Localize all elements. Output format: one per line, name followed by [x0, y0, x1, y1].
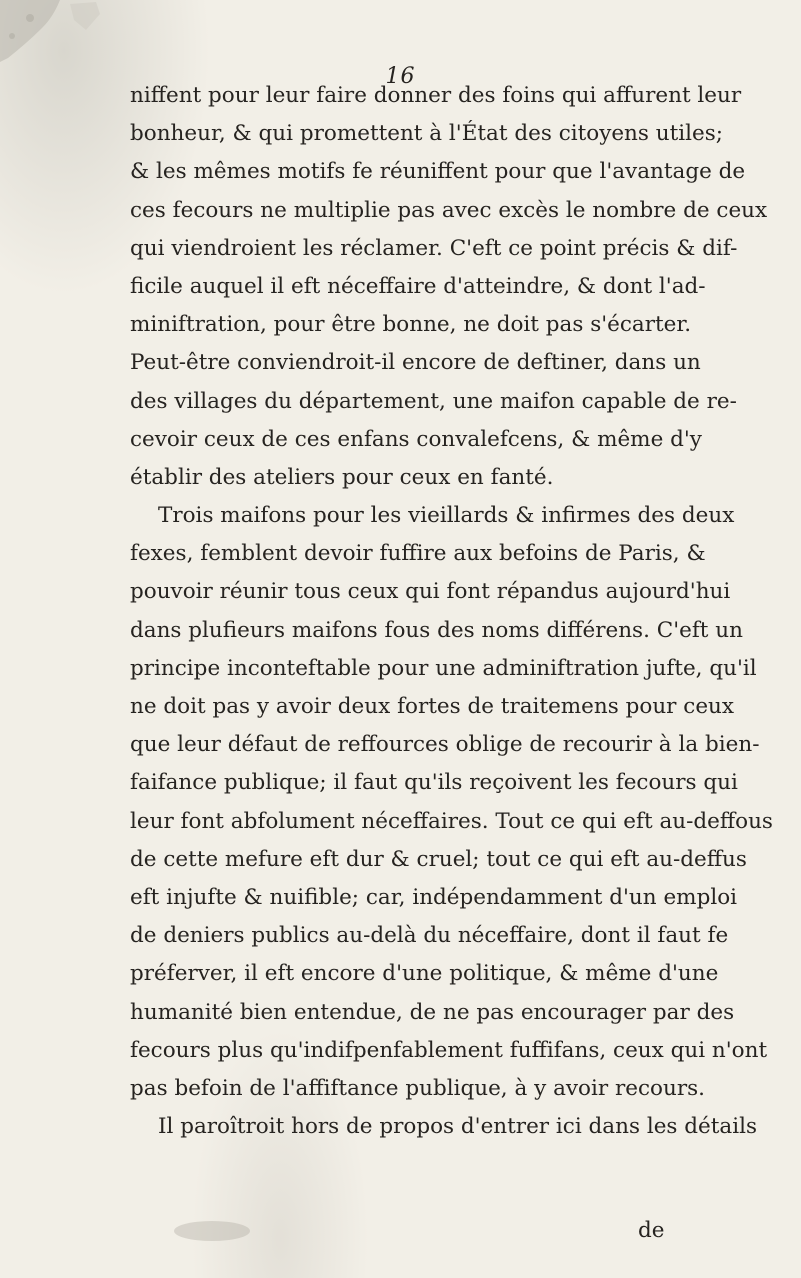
- text-line: des villages du département, une maifon capable de re-: [130, 388, 737, 414]
- text-line: eft injufte & nuifible; car, indépendamment d'un emploi: [130, 884, 738, 910]
- text-line: Il paroîtroit hors de propos d'entrer ici dans les détails: [158, 1114, 758, 1140]
- text-line: niffent pour leur faire donner des foins qui affurent leur: [130, 83, 742, 108]
- text-line: faifance publique; il faut qu'ils reçoivent les fecours qui: [130, 770, 738, 796]
- text-line: qui viendroient les réclamer. C'eft ce point précis & dif-: [130, 235, 738, 261]
- text-line: miniftration, pour être bonne, ne doit pas s'écarter.: [130, 312, 692, 338]
- text-line: de deniers publics au-delà du néceffaire, dont il faut fe: [130, 923, 729, 949]
- text-line: cevoir ceux de ces enfans convalefcens, & même d'y: [130, 426, 702, 452]
- page-number: 16: [385, 64, 416, 89]
- text-line: pouvoir réunir tous ceux qui font répandus aujourd'hui: [130, 579, 731, 605]
- text-line: humanité bien entendue, de ne pas encourager par des: [130, 999, 735, 1025]
- page-stain-top-left: [0, 0, 110, 70]
- catchword: de: [638, 1218, 665, 1243]
- text-line: fexes, femblent devoir fuffire aux befoins de Paris, &: [130, 541, 706, 567]
- text-line: que leur défaut de reffources oblige de recourir à la bien-: [130, 732, 760, 758]
- text-line: ces fecours ne multiplie pas avec excès le nombre de ceux: [130, 197, 768, 223]
- text-line: ficile auquel il eft néceffaire d'atteindre, & dont l'ad-: [130, 273, 706, 299]
- text-line: Trois maifons pour les vieillards & infirmes des deux: [158, 503, 735, 529]
- text-line: fecours plus qu'indifpenfablement fuffifans, ceux qui n'ont: [130, 1037, 768, 1063]
- body-text: [130, 77, 773, 1146]
- text-line: établir des ateliers pour ceux en fanté.: [130, 464, 554, 490]
- text-line: dans plufieurs maifons fous des noms différens. C'eft un: [130, 617, 743, 643]
- text-line: principe inconteftable pour une adminiftration jufte, qu'il: [130, 655, 757, 681]
- text-line: pas befoin de l'affiftance publique, à y avoir recours.: [130, 1075, 705, 1101]
- text-line: Peut-être conviendroit-il encore de deftiner, dans un: [130, 350, 701, 376]
- text-line: bonheur, & qui promettent à l'État des citoyens utiles;: [130, 121, 724, 147]
- text-line: préferver, il eft encore d'une politique, & même d'une: [130, 961, 719, 987]
- text-line: de cette mefure eft dur & cruel; tout ce qui eft au-deffus: [130, 846, 747, 872]
- text-line: ne doit pas y avoir deux fortes de traitemens pour ceux: [130, 694, 735, 719]
- text-line: leur font abfolument néceffaires. Tout ce qui eft au-deffous: [130, 808, 773, 834]
- text-line: & les mêmes motifs fe réuniffent pour que l'avantage de: [130, 159, 746, 185]
- ink-smudge: [172, 1218, 252, 1244]
